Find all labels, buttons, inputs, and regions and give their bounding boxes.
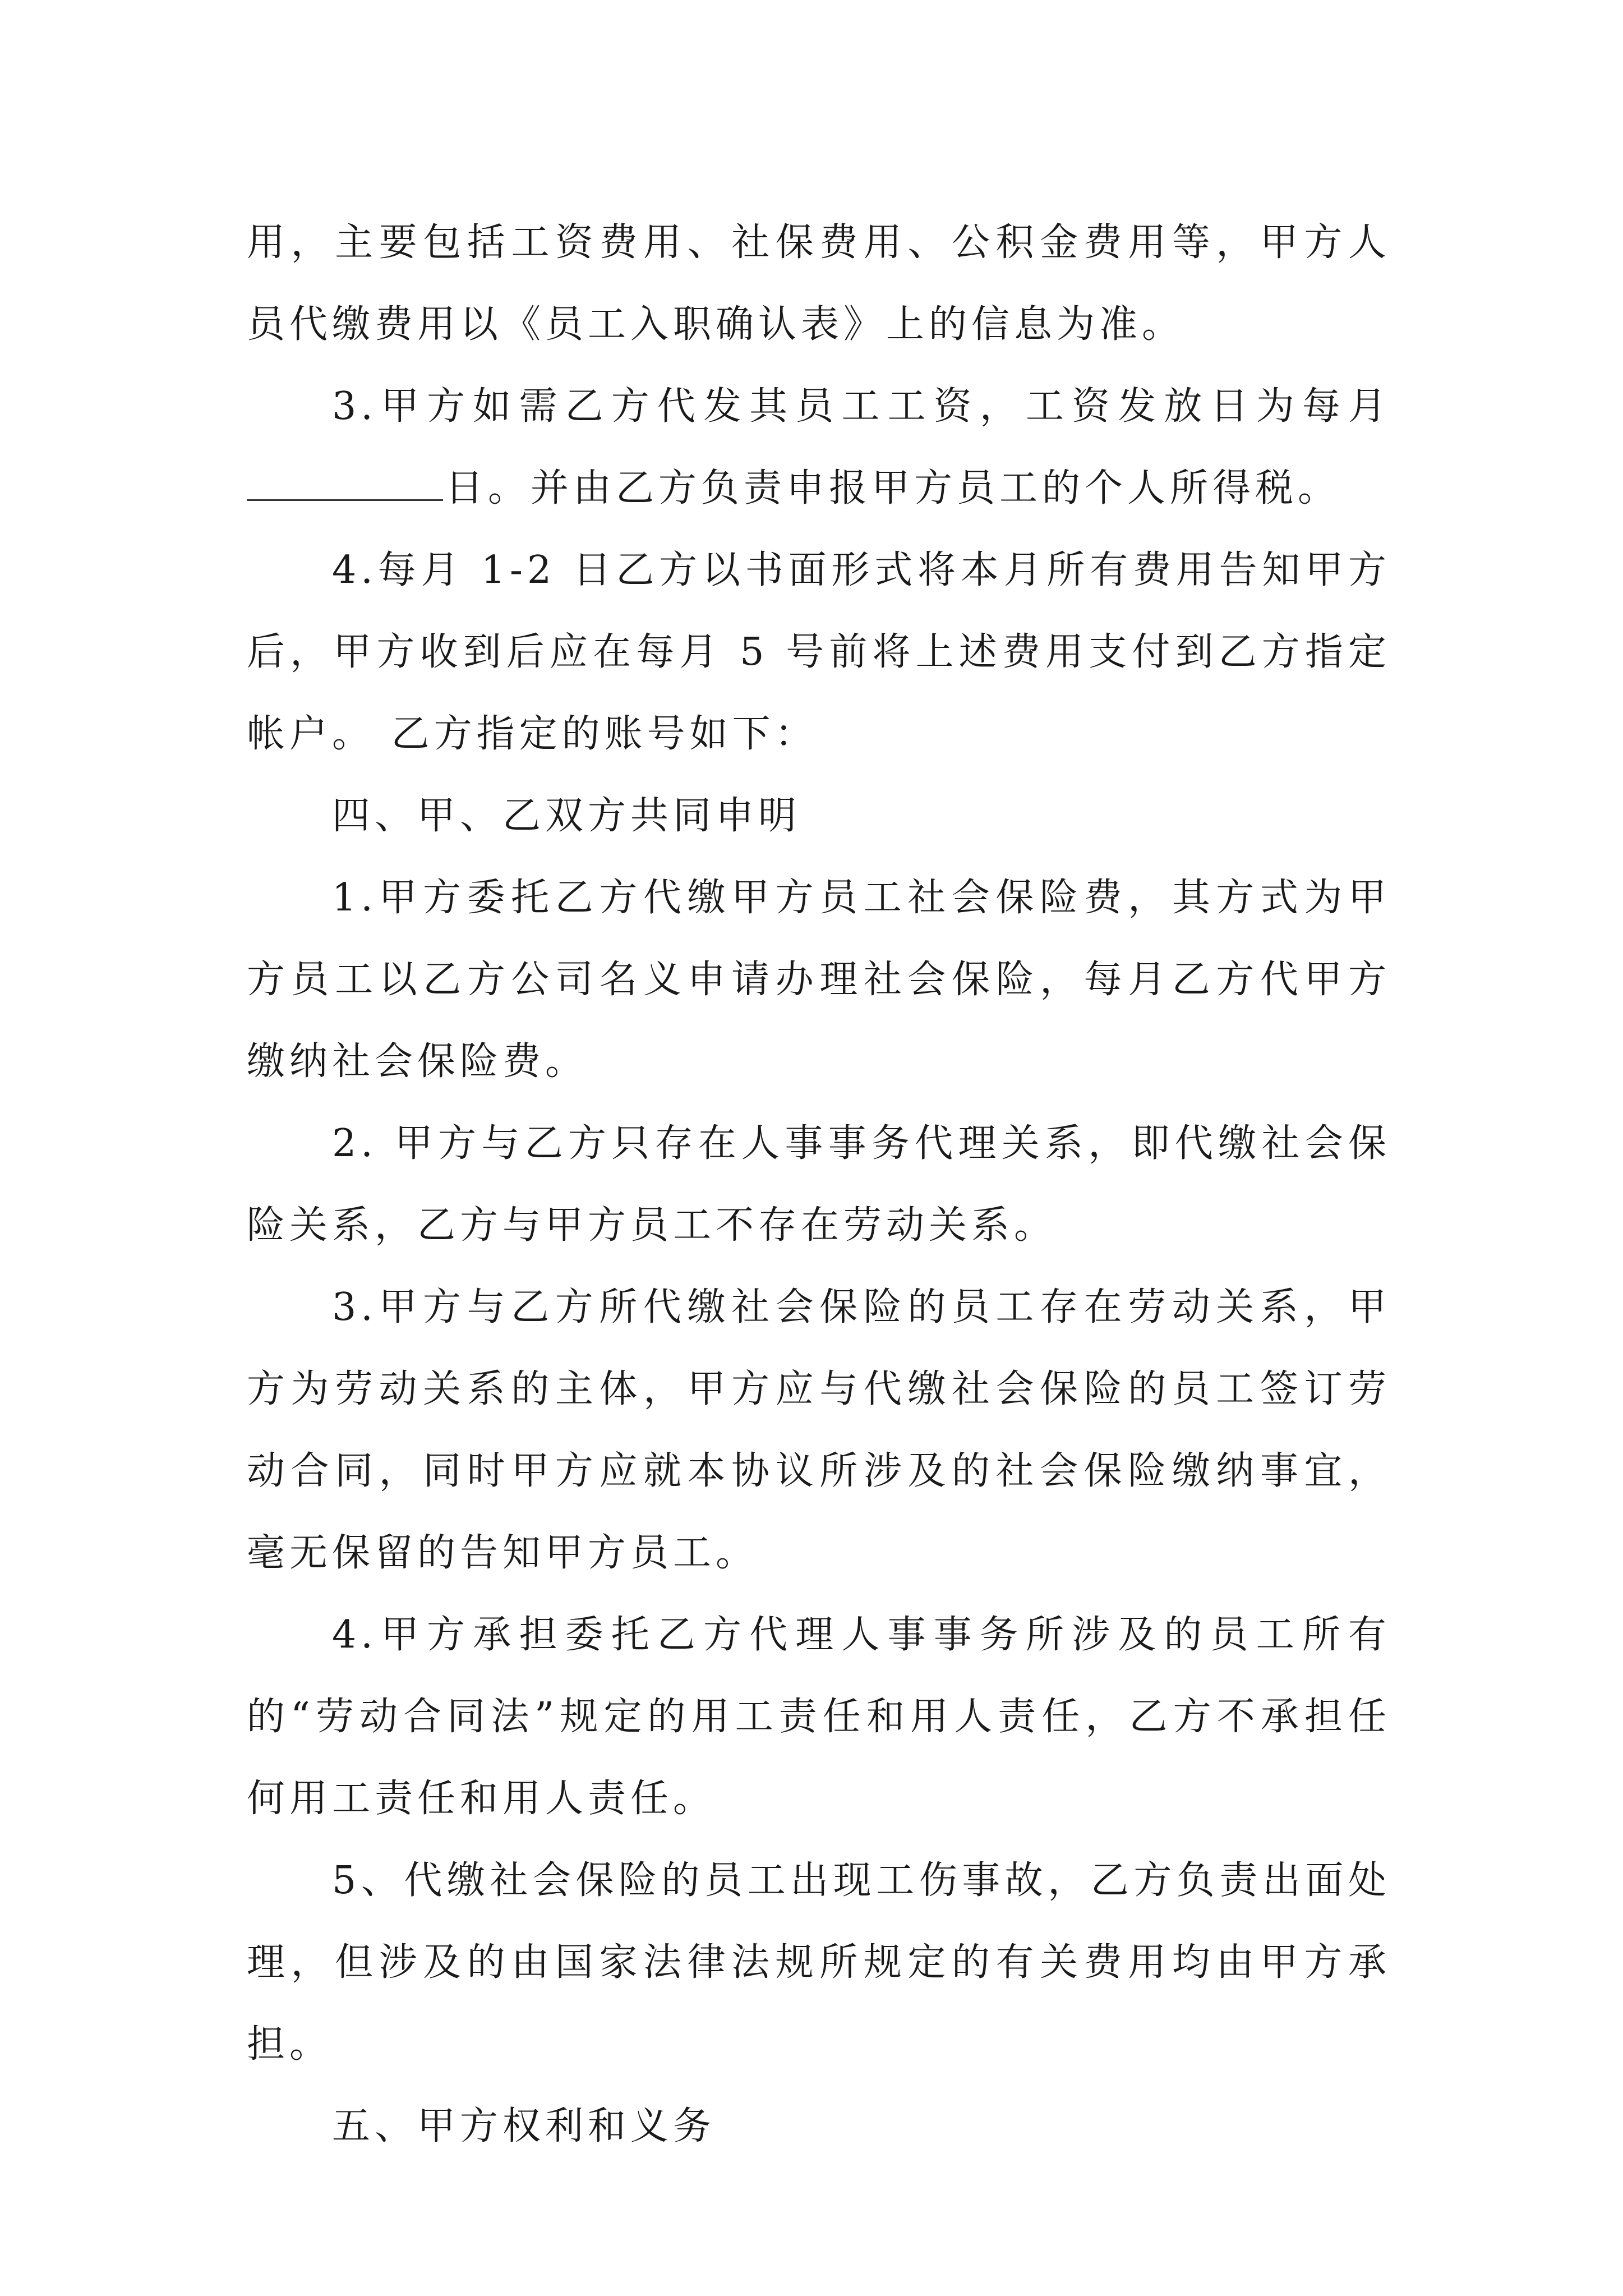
paragraph-monthly-billing: 4.每月 1-2 日乙方以书面形式将本月所有费用告知甲方后，甲方收到后应在每月 5 号前将上述费用支付到乙方指定帐户。 乙方指定的账号如下：	[247, 548, 1391, 756]
paragraph-declaration-3: 3.甲方与乙方所代缴社会保险的员工存在劳动关系，甲方为劳动关系的主体，甲方应与代缴社会保险的员工签订劳动合同，同时甲方应就本协议所涉及的社会保险缴纳事宜，毫无保留的告知甲方员工。	[247, 1285, 1391, 1575]
payday-blank-field	[247, 466, 443, 501]
paragraph-fee-scope: 用，主要包括工资费用、社保费用、公积金费用等，甲方人员代缴费用以《员工入职确认表》上的信息为准。	[247, 220, 1391, 347]
salary-payment-text-after: 日。并由乙方负责申报甲方员工的个人所得税。	[445, 466, 1341, 510]
section-heading-joint-declaration: 四、甲、乙双方共同申明	[332, 794, 801, 838]
paragraph-declaration-2: 2. 甲方与乙方只存在人事事务代理关系，即代缴社会保险关系，乙方与甲方员工不存在劳动关系。	[247, 1121, 1391, 1248]
paragraph-declaration-1: 1.甲方委托乙方代缴甲方员工社会保险费，其方式为甲方员工以乙方公司名义申请办理社会保险，每月乙方代甲方缴纳社会保险费。	[247, 876, 1391, 1084]
paragraph-salary-payment	[247, 366, 1391, 530]
salary-payment-text-before: 3.甲方如需乙方代发其员工工资，工资发放日为每月	[332, 384, 1391, 429]
paragraph-declaration-5: 5、代缴社会保险的员工出现工伤事故，乙方负责出面处理，但涉及的由国家法律法规所规定的有关费用均由甲方承担。	[247, 1858, 1391, 2067]
document-body	[247, 202, 1391, 2168]
section-heading-party-a-rights: 五、甲方权利和义务	[332, 2104, 716, 2148]
paragraph-declaration-4: 4.甲方承担委托乙方代理人事事务所涉及的员工所有的“劳动合同法”规定的用工责任和用人责任，乙方不承担任何用工责任和用人责任。	[247, 1613, 1391, 1821]
